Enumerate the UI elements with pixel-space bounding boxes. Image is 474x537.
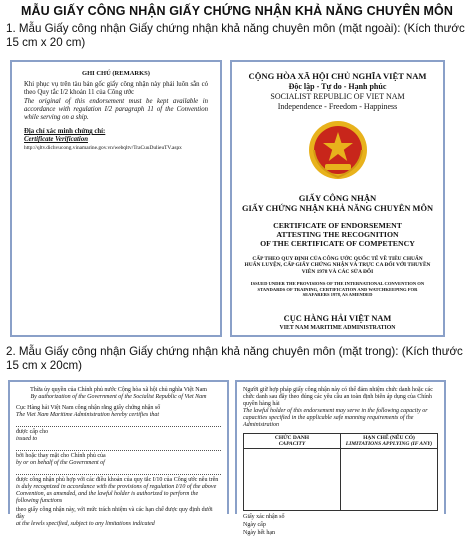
recognized-vi: được công nhận phù hợp với các điều khoản của quy tắc I/10 của Công ước nêu trên	[16, 477, 219, 483]
country-name-vi: CỘNG HÒA XÃ HỘI CHỦ NGHĨA VIỆT NAM	[248, 71, 427, 81]
authority-vi: CỤC HÀNG HẢI VIỆT NAM	[283, 314, 392, 323]
issued-under-en: ISSUED UNDER THE PROVISIONS OF THE INTERNATIONAL CONVENTION ON STANDARDS OF TRAINING, CERTIFICATION AND WATCHKEEPING FOR SEAFARERS 1978, AS AMENDED	[250, 281, 425, 298]
capacity-header-en: CAPACITY	[278, 441, 306, 447]
capacity-cell	[244, 449, 341, 511]
capacity-column-header	[244, 434, 341, 449]
government-en: by or on behalf of the Government of	[16, 460, 105, 466]
certifies-vi: Cục Hàng hải Việt Nam công nhận rằng giấy chứng nhận số	[16, 405, 161, 411]
government-line	[16, 467, 221, 475]
en-title-line-3: OF THE CERTIFICATE OF COMPETENCY	[260, 239, 415, 248]
doc-title-line-2: GIẤY CHỨNG NHẬN KHẢ NĂNG CHUYÊN MÔN	[241, 204, 434, 213]
remarks-card	[10, 60, 222, 337]
certifies-en: The Viet Nam Maritime Administration hereby certifies that	[16, 412, 160, 418]
issued-to-en: issued to	[16, 436, 38, 442]
inner-left-card	[8, 380, 229, 527]
en-title-line-1: CERTIFICATE OF ENDORSEMENT	[273, 221, 402, 230]
recognized-en: is duly recognized in accordance with the provisions of regulation I/10 of the above Convention, as amended, and the lawful holder is authorized to perform the following functions	[16, 484, 217, 504]
holder-intro-vi: Người giữ hợp pháp giấy công nhận này có thể đảm nhiệm chức danh hoặc các chức danh sau đây theo đúng các yêu cầu an toàn định biên áp dụng của Chính quyền hàng hải	[243, 387, 433, 407]
endorsement-number-label: Giấy xác nhận số	[243, 514, 285, 520]
limitations-column-header	[341, 434, 438, 449]
doc-title-line-1: GIẤY CÔNG NHẬN	[298, 193, 377, 203]
authority-en: VIET NAM MARITIME ADMINISTRATION	[279, 325, 396, 331]
capacity-header-vi: CHỨC DANH	[274, 435, 310, 441]
section-2-heading: 2. Mẫu Giấy công nhận Giấy chứng nhận khả năng chuyên môn (mặt trong): (Kích thước 15 cm x 20cm)	[6, 345, 463, 372]
verification-label-vi: Địa chỉ xác minh chứng chỉ:	[24, 128, 106, 135]
verification-label-en: Certificate Verification	[24, 136, 88, 143]
levels-vi: theo giấy công nhận này, với mức trách nhiệm và các hạn chế được quy định dưới đây	[16, 507, 213, 520]
motto-en: Independence - Freedom - Happiness	[277, 102, 398, 111]
verification-url[interactable]: http://qltv.dichvucong.vinamarine.gov.vn/webqltv/TraCuuDulieuTV.aspx	[24, 145, 182, 151]
motto-vi: Độc lập - Tự do - Hạnh phúc	[288, 82, 387, 91]
section-1-heading: 1. Mẫu Giấy công nhận Giấy chứng nhận khả năng chuyên môn (mặt ngoài): (Kích thước 15 cm x 20 cm)	[6, 22, 465, 49]
inner-right-card	[235, 380, 446, 536]
holder-intro-en: The lawful holder of this endorsement may serve in the following capacity or capacities specified in the applicable safe manning requirements of the Administration	[243, 408, 428, 428]
limitations-cell	[341, 449, 438, 511]
issued-to-vi: được cấp cho	[16, 429, 49, 435]
capacity-table	[243, 433, 438, 511]
date-of-issue-label: Ngày cấp	[243, 522, 266, 528]
national-emblem-icon	[307, 119, 369, 181]
en-title-line-2: ATTESTING THE RECOGNITION	[276, 230, 399, 239]
government-vi: bởi hoặc thay mặt cho Chính phủ của	[16, 453, 106, 459]
auth-line-vi: Thừa ủy quyền của Chính phủ nước Cộng hòa xã hội chủ nghĩa Việt Nam	[30, 387, 207, 393]
page-title: MẪU GIẤY CÔNG NHẬN GIẤY CHỨNG NHẬN KHẢ NĂNG CHUYÊN MÔN	[21, 4, 453, 18]
limitations-header-en: LIMITATIONS APPLYING (IF ANY)	[345, 441, 433, 447]
country-name-en: SOCIALIST REPUBLIC OF VIET NAM	[270, 92, 405, 101]
levels-en: at the levels specified, subject to any limitations indicated	[16, 521, 155, 527]
issued-under-vi: CẤP THEO QUY ĐỊNH CỦA CÔNG ƯỚC QUỐC TẾ VỀ TIÊU CHUẨN HUẤN LUYỆN, CẤP GIẤY CHỨNG NHẬN VÀ TRỰC CA ĐỐI VỚI THUYỀN VIÊN 1978 VÀ CÁC SỬA ĐỔI	[244, 256, 431, 275]
auth-line-en: By authorization of the Government of the Socialist Republic of Viet Nam	[30, 394, 207, 400]
limitations-header-vi: HẠN CHẾ (NẾU CÓ)	[363, 435, 415, 441]
cover-card	[230, 60, 445, 337]
certificate-number-line	[16, 419, 221, 427]
remarks-text-vi: Khi phục vụ trên tàu bản gốc giấy công nhận này phải luôn sẵn có theo Quy tắc I/2 khoản 11 của Công ước	[24, 81, 208, 96]
remarks-text-en: The original of this endorsement must be kept available in accordance with regulation I/2 paragraph 11 of the Convention while serving on a ship.	[24, 98, 208, 121]
expiry-date-label: Ngày hết hạn	[243, 530, 275, 536]
remarks-header: GHI CHÚ (REMARKS)	[82, 70, 150, 77]
issued-to-line	[16, 443, 221, 451]
